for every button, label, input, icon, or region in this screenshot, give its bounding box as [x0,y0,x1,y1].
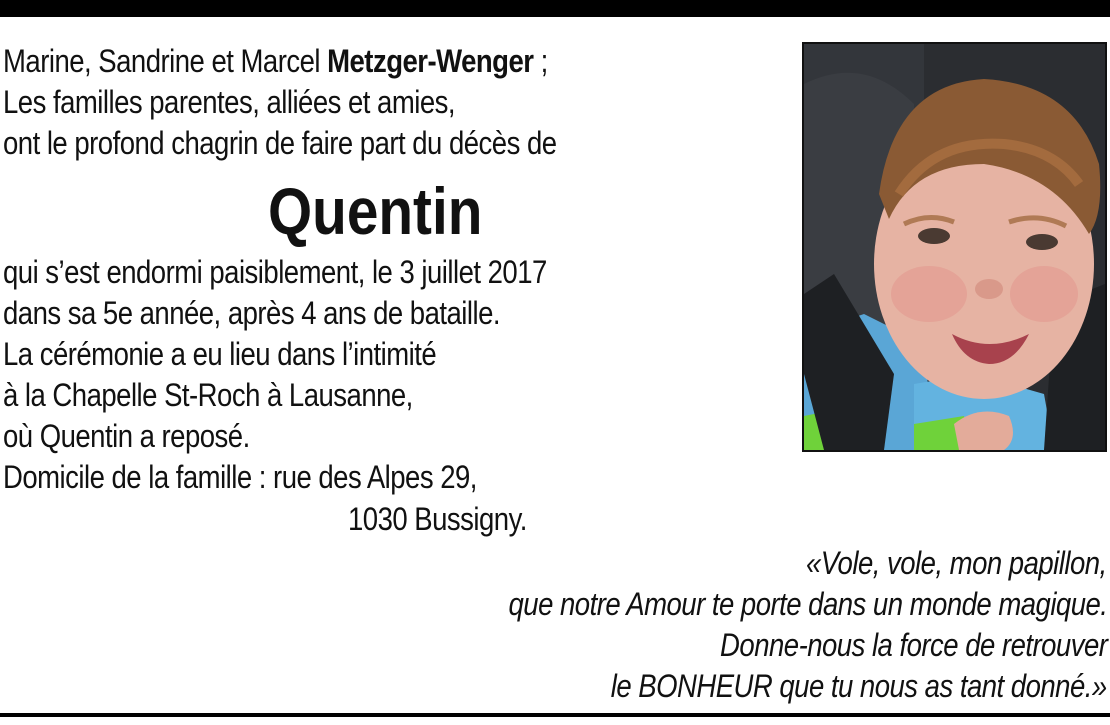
quote-line-3: Donne-nous la force de retrouver [719,627,1107,663]
header-line-1 [3,45,548,77]
family-name: Metzger-Wenger [327,43,534,79]
body-line-4: à la Chapelle St-Roch à Lausanne, [3,377,413,413]
body-line-2: dans sa 5e année, après 4 ans de bataille. [3,295,501,331]
body-line-5: où Quentin a reposé. [3,418,250,454]
body-line-1: qui s’est endormi paisiblement, le 3 juillet 2017 [3,254,547,290]
header-line-3: ont le profond chagrin de faire part du décès de [3,125,557,161]
child-portrait-icon [804,44,1105,450]
deceased-name: Quentin [268,174,483,248]
body-line-6: Domicile de la famille : rue des Alpes 29, [3,459,477,495]
child-portrait-photo [802,42,1107,452]
quote-line-1: «Vole, vole, mon papillon, [806,545,1107,581]
top-rule [0,0,1110,17]
body-line-7: 1030 Bussigny. [348,501,527,537]
header-names: Marine, Sandrine et Marcel [3,43,328,79]
header-semicolon: ; [533,43,548,79]
bottom-rule [0,713,1110,717]
header-line-2: Les familles parentes, alliées et amies, [3,84,456,120]
body-line-3: La cérémonie a eu lieu dans l’intimité [3,336,437,372]
quote-line-2: que notre Amour te porte dans un monde magique. [508,586,1107,622]
quote-line-4: le BONHEUR que tu nous as tant donné.» [611,668,1107,704]
